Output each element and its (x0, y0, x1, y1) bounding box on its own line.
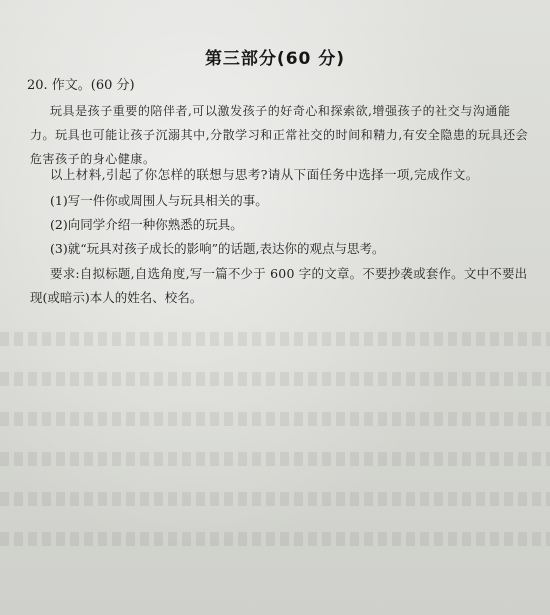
show-through-text (0, 332, 550, 346)
show-through-text (0, 452, 550, 466)
show-through-text (0, 532, 550, 546)
prompt-intro: 以上材料,引起了你怎样的联想与思考?请从下面任务中选择一项,完成作文。 (50, 167, 479, 182)
material-line: 玩具是孩子重要的陪伴者,可以激发孩子的好奇心和探索欲,增强孩子的社交与沟通能 (50, 104, 511, 118)
section-heading: 第三部分(60 分) (204, 49, 346, 69)
requirement-line: 要求:自拟标题,自选角度,写一篇不少于 600 字的文章。不要抄袭或套作。文中不要出 (50, 266, 528, 281)
show-through-text (0, 412, 550, 426)
task-option: (1)写一件你或周围人与玩具相关的事。 (50, 193, 268, 208)
material-line: 危害孩子的身心健康。 (30, 152, 156, 166)
question-number: 20. 作文。(60 分) (27, 78, 135, 93)
show-through-text (0, 492, 550, 506)
task-option: (2)向同学介绍一种你熟悉的玩具。 (50, 217, 243, 232)
task-option: (3)就“玩具对孩子成长的影响”的话题,表达你的观点与思考。 (50, 241, 385, 256)
requirement-line: 现(或暗示)本人的姓名、校名。 (30, 290, 203, 305)
show-through-text (0, 372, 550, 386)
material-line: 力。玩具也可能让孩子沉溺其中,分散学习和正常社交的时间和精力,有安全隐患的玩具还会 (30, 128, 529, 142)
